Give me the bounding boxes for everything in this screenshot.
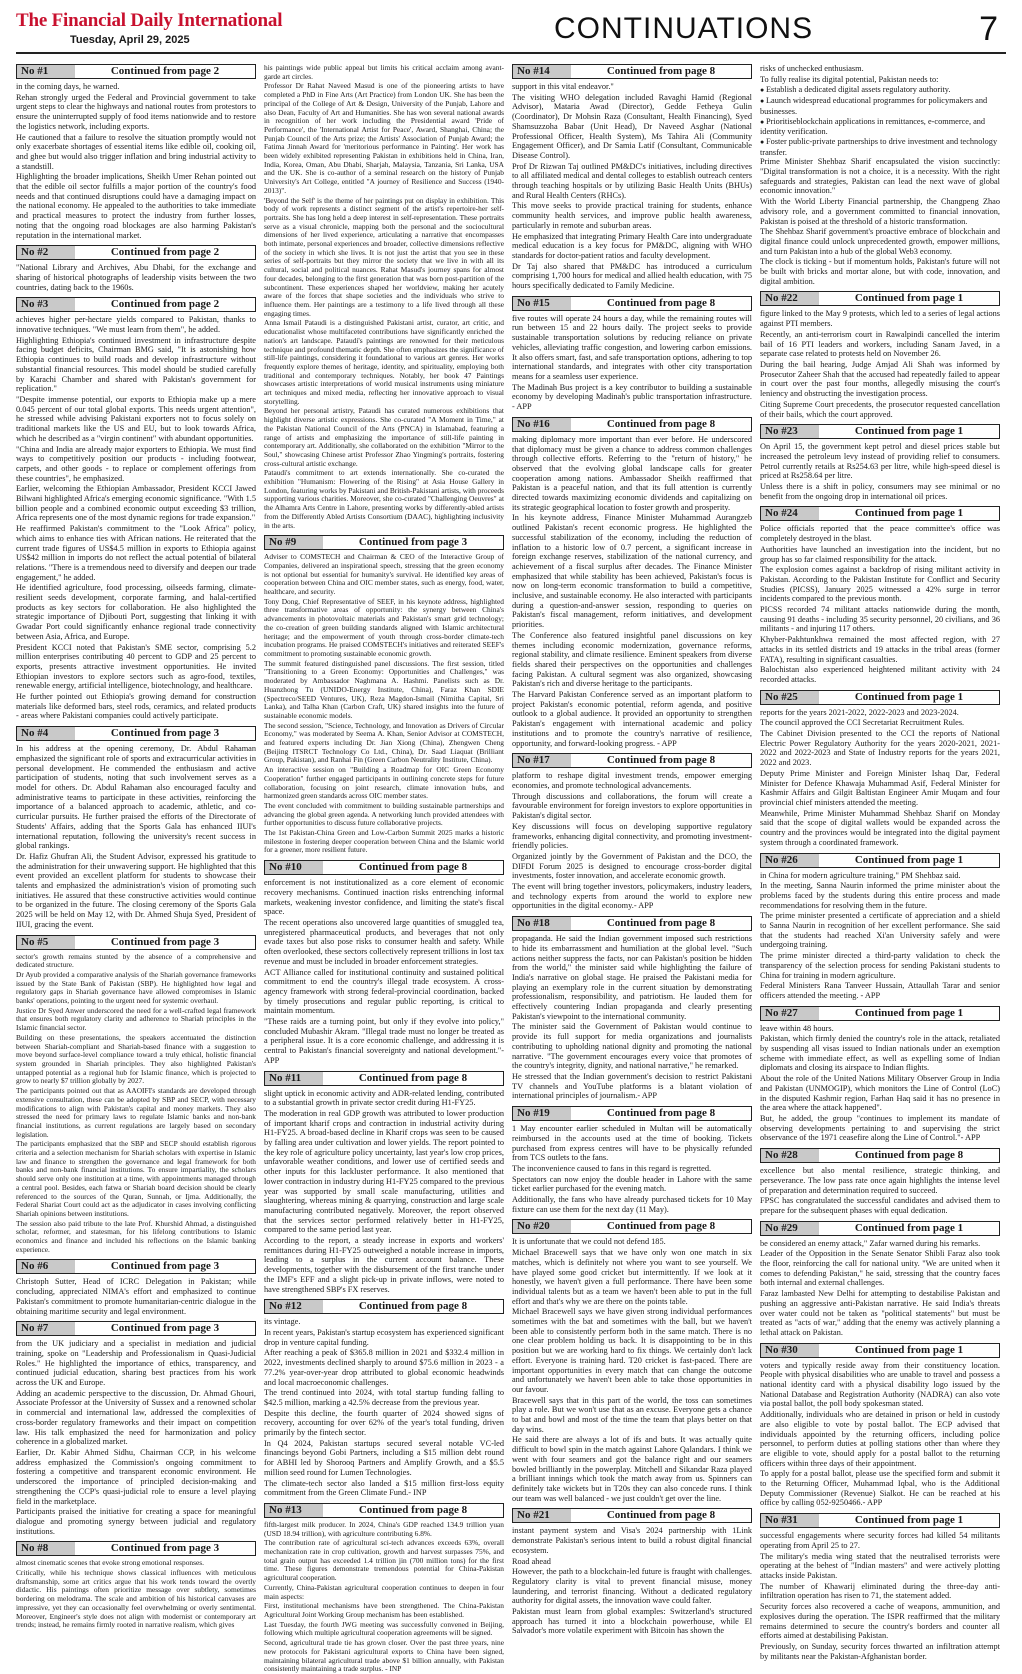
continuation-bar (760, 1513, 1000, 1528)
paragraph: 'Beyond the Self' is the theme of her paintings put on display in exhibition. This body of work represents a distinct segment of the artist's repertoire-her self-portraits. She has long held a deep interest in self-representation. These portraits serve as a visual chronicle, mapping both the personal and the sociocultural dimensions of her lived experience, articulating a narrative that encompasses both intimate, personal experiences and broader, collective dimensions reflective of the society in which she lives. It is not just the artist that you see in these series of self-portraits but they mirror the society that we live in with all its cultural, social and political nuances. Rahat Masud's journey spans for almost four decades, belonging to the first generation that was born post-partition of the subcontinent. These experiences shaped her worldview, making her acutely aware of the forces that shape societies and the individuals who strive to influence them. Her paintings are a testimony to a life lived through all these engaging times. (264, 195, 504, 318)
paragraph: The Shehbaz Sharif government's proactive embrace of blockchain and digital finance could unlock unprecedented growth, empower millions, and turn Pakistan into a hub of the global Web3 economy. (760, 227, 1000, 256)
paragraph: The event will bring together investors, policymakers, industry leaders, and technology experts from around the world to explore new opportunities in the digital economy.- APP (512, 882, 752, 911)
paragraph: To apply for a postal ballot, please use the specified form and submit it to the Returning Officer, Muhammad Iqbal, who is the Additional Deputy Commissioner (Revenue) Sialkot. He can be reached at his office by calling 052-9250466.- APP (760, 1469, 1000, 1508)
continued-from-label: Continued from page 3 (110, 935, 220, 948)
paragraph: Michael Bracewell says we have given strong individual performances sometimes with the bat and sometimes with the ball, but we haven't been able to consistently perform both in the same match. There is no one clear problem holding us back. It is disappointing to be in this position but we are working hard to fix things. We certainly don't lack effort. Everyone is training hard. T20 cricket is fast-paced. There are important opportunities in every match that can change the outcome and unfortunately we haven't been able to take those opportunities in our favour. (512, 1307, 752, 1394)
story (760, 1343, 1000, 1509)
paragraph: Adding an academic perspective to the discussion, Dr. Ahmad Ghouri, Associate Professor at the University of Sussex and a renowned scholar in commercial and international law, addressed the complexities of cross-border regulatory frameworks and their impact on competition law. His talk emphasized the need for harmonization and policy coherence in a globalized market. (16, 1388, 256, 1447)
continued-from-label: Continued from page 8 (606, 917, 716, 930)
continuation-bar (16, 935, 256, 950)
story (16, 1541, 256, 1630)
continued-from-label: Continued from page 8 (358, 1071, 468, 1084)
story (264, 860, 504, 1065)
paragraph: his paintings wide public appeal but limits his critical acclaim among avant-garde art circles. (264, 63, 504, 81)
paragraph: Previously, on Sunday, security forces thwarted an infiltration attempt by militants near the Pakistan-Afghanistan border. (760, 1641, 1000, 1661)
paragraph: excellence but also mental resilience, strategic thinking, and perseverance. The low pass rate once again highlights the intense level of preparation and determination required to succeed. (760, 1166, 1000, 1195)
paragraph: The 1st Pakistan-China Green and Low-Carbon Summit 2025 marks a historic milestone in fostering deeper cooperation between China and the Islamic world for a greener, more resilient future. (264, 828, 504, 855)
story (512, 1106, 752, 1214)
paragraph: The recent operations also uncovered large quantities of smuggled tea, unregistered pharmaceutical products, and beverages that not only evade taxes but also pose risks to consumer health and safety. While often overlooked, these sectors collectively represent trillions in lost tax revenue and must be included in broader enforcement strategies. (264, 917, 504, 966)
paragraph: The second session, "Science, Technology, and Innovation as Drivers of Circular Economy," was moderated by Seema A. Khan, Senior Advisor at COMSTECH, and featured experts including Dr. Jian Xiong (China), Zhengwen Cheng (Beijing ITSRCT Technology Co Ltd., China), Dr. Saad Liaquat (Brilliant Group, Pakistan), and Ranhai Fin (Green Carbon Neutrality Institute, China). (264, 720, 504, 765)
bullet-item: ● Foster public-private partnerships to drive investment and technology transfer. (760, 137, 1000, 157)
story-number: No #2 (17, 246, 75, 259)
story-number: No #7 (17, 1322, 75, 1335)
paragraph: Through discussions and collaborations, the forum will create a favourable environment for foreign investors to explore opportunities in Pakistan's digital sector. (512, 791, 752, 821)
paragraph: figure linked to the May 9 protests, which led to a series of legal actions against PTI members. (760, 309, 1000, 329)
columns (16, 63, 1006, 1674)
paragraph: Michael Bracewell says that we have only won one match in six matches, which is definitely not where you want to see yourself. We have played some good cricket but intermittently. If we look at it honestly, we haven't given a full performance. There have been some individual talents but as a team we haven't been able to put in the full effort and that's why we are there on the points table. (512, 1248, 752, 1306)
paragraph: Adviser to COMSTECH and Chairman & CEO of the Interactive Group of Companies, delivered an inspirational speech, stressing that the green economy is not optional but essential for humanity's survival. He identified key areas of cooperation between China and OIC member states, such as energy, food, water, healthcare, and security. (264, 552, 504, 597)
paragraph: Additionally, individuals who are detained in prison or held in custody are also eligible to vote by postal ballot. The ECP advised that individuals appointed by the returning officers, including police personnel, to perform duties at polling stations other than where they are eligible to vote, should apply for a postal ballot to the returning officers within three days of their appointment. (760, 1410, 1000, 1468)
continued-from-label: Continued from page 1 (854, 507, 964, 520)
continuation-bar (16, 1259, 256, 1274)
paragraph: Dr Ayub provided a comparative analysis of the Shariah governance frameworks issued by the State Bank of Pakistan (SBP). He highlighted how legal and regulatory gaps in Shariah governance have allowed compromises in Islamic banks' operations, pointing to the urgent need for systemic overhaul. (16, 969, 256, 1006)
newspaper-title: The Financial Daily International (16, 10, 283, 31)
story-number: No #11 (265, 1072, 323, 1085)
paragraph: Key discussions will focus on developing supportive regulatory frameworks, enhancing digital connectivity, and promoting investment-friendly policies. (512, 821, 752, 851)
paragraph: Second, agricultural trade tie has grown closer. Over the past three years, nine new protocols for Pakistani agricultural exports to China have been signed, maintaining bilateral agricultural trade above $1 billion annually, with Pakistan consistently maintaining a trade surplus. - INP (264, 1638, 504, 1674)
paragraph: Building on these presentations, the speakers accentuated the distinction between Shariah-compliant and Shariah-based finance with a suggestion to move beyond surface-level compliance toward a truly ethical, holistic financial system grounded in Shariah principles. They also highlighted Pakistan's untapped potential as a regional hub for Islamic finance, which is projected to grow to nearly $7 trillion globally by 2027. (16, 1032, 256, 1086)
continuation-bar (512, 916, 752, 931)
story-number: No #19 (513, 1107, 571, 1120)
continued-from-label: Continued from page 8 (606, 1509, 716, 1522)
continued-from-label: Continued from page 1 (854, 853, 964, 866)
paragraph: Beyond her personal artistry, Pataudi has curated numerous exhibitions that highlight diverse artistic expressions. She co-curated "A Moment in Time," at the Pakistan National Council of the Arts (PNCA) in Islamabad, featuring a range of artists and emphasizing the importance of still-life painting in contemporary art. Additionally, she collaborated on the exhibition "Mirror to the Soul," showcasing Chinese artist Professor Zhao Yingming's portraits, fostering cross-cultural artistic exchange. (264, 406, 504, 468)
paragraph: The clock is ticking - but if momentum holds, Pakistan's future will not be built with bricks and mortar alone, but with code, innovation, and digital ambition. (760, 257, 1000, 286)
paragraph: After reaching a peak of $365.8 million in 2021 and $332.4 million in 2022, investments declined sharply to around $75.6 million in 2023 - a 77.2% year-over-year drop attributed to global economic headwinds and local macroeconomic challenges. (264, 1348, 504, 1387)
paragraph: The summit featured distinguished panel discussions. The first session, titled "Transitioning to a Green Economy: Opportunities and Challenges," was moderated by Ambassador Naghmana A. Hashmi. Panelists such as Dr. Huanzhong Tu (UNIDO-Energy Institute, China), Faraz Khan SDIE (Spectreco/SEED Ventures, UK), Reza Magdon-Ismail (Nimitha Capital, Sri Lanka), and Talha Khan (Carbon Craft, UK) shared insights into the future of sustainable economic models. (264, 658, 504, 720)
paragraph: The explosion comes against a backdrop of rising militant activity in Pakistan. According to the Pakistan Institute for Conflict and Security Studies (PICSS), January 2025 witnessed a 42% surge in terror incidents compared to the previous month. (760, 565, 1000, 604)
story-number: No #30 (761, 1344, 819, 1357)
paragraph: The number of Khawarij eliminated during the three-day anti-infiltration operation has risen to 71, the statement added. (760, 1581, 1000, 1601)
paragraph: Pataudi's commitment to art extends internationally. She co-curated the exhibition "Humanism: Flowering of the Rising" at Asia House Gallery in London, featuring works by Pakistani and British-Pakistani artists, with proceeds supporting various charities. Moreover, she co-curated "Challenging Oeuvres" at the Alhamra Arts Centre in Lahore, presenting works by differently-abled artists from the Differently Abled Artists Consortium (DAAC), highlighting inclusivity in the arts. (264, 468, 504, 530)
paragraph: from the UK judiciary and a specialist in mediation and judicial training, spoke on "Leadership and Professionalism in Quasi-Judicial Roles." He highlighted the importance of ethics, transparency, and continued judicial education, sharing best practices from his work across the UK and Europe. (16, 1339, 256, 1388)
paragraph: slight uptick in economic activity and ADR-related lending, contributed to a substantial growth in private sector credit during H1-FY25. (264, 1088, 504, 1108)
continued-from-label: Continued from page 8 (358, 1300, 468, 1313)
paragraph: Anna Ismail Pataudi is a distinguished Pakistani artist, curator, art critic, and educationalist whose multifaceted contributions have significantly enriched the nation's art landscape. Pataudi's paintings are renowned for their meticulous technique and profound thematic depth. She often emphasizes the significance of still-life paintings, considering it foundational to various art genres. Her works frequently explore themes of heritage, identity, and spirituality, employing both traditional and contemporary techniques. Notably, her book 47 Paintings showcases artistic interpretations of world musical instruments using miniature art techniques and mixed media, reflecting her innovative approach to visual storytelling. (264, 318, 504, 406)
story (16, 726, 256, 929)
continuation-bar (760, 424, 1000, 439)
paragraph: be considered an enemy attack," Zafar warned during his remarks. (760, 1238, 981, 1248)
paragraph: The event concluded with commitment to building sustainable partnerships and advancing the global green agenda. A networking lunch provided attendees with further opportunities to discuss future collaborative projects. (264, 800, 504, 828)
story (760, 1148, 1000, 1216)
paragraph: First, institutional mechanisms have been strengthened. The China-Pakistan Agricultural Joint Working Group mechanism has been established. (264, 1601, 504, 1619)
continuation-bar (512, 753, 752, 768)
paragraph: The Madinah Bus project is a key contributor to building a sustainable economy by developing Madinah's public transportation infrastructure. - APP (512, 382, 752, 412)
story-number: No #23 (761, 425, 819, 438)
paragraph: Despite this decline, the fourth quarter of 2024 showed signs of recovery, accounting for over 62% of the year's total funding, driven primarily by the fintech sector. (264, 1408, 504, 1438)
paragraph: The participants pointed out that as AAOIFI's standards are developed through extensive consultation, these can be adopted by SBP and SECP, with necessary modifications to align with Pakistan's capital and money markets. They also stressed the need for primary laws to regulate Islamic banks and non-bank financial institutions, as current regulations are largely based on secondary legislation. (16, 1086, 256, 1139)
story-number: No #18 (513, 917, 571, 930)
paragraph: Road ahead (512, 1556, 551, 1566)
story (760, 853, 1000, 1001)
paragraph: instant payment system and Visa's 2024 partnership with 1Link demonstrate Pakistan's serious intent to build a robust digital financial ecosystem. (512, 1526, 752, 1555)
story-number: No #27 (761, 1007, 819, 1020)
column-3 (512, 64, 752, 1649)
story-number: No #28 (761, 1149, 819, 1162)
paragraph: The visiting WHO delegation included Ravaghi Hamid (Regional Advisor), Mataria Awad (Director), Gedde Fetheya Gulin (Coordinator), Dr Mohsin Raza (Consultant, Health Financing), Syed Shamsuzzoha Babar (Unit Head), Dr Naveed Asghar (National Professional Officer, Health System), Ms Tahira Ali (Community Engagement Officer), and Dr Samia Latif (Consultant, Communicable Disease Control). (512, 92, 752, 160)
story (760, 1006, 1000, 1143)
column-2 (264, 63, 504, 1674)
paragraph: in the coming days, he warned. (16, 82, 120, 91)
paragraph: The minister said the Government of Pakistan would continue to provide its full support for media organizations and journalists contributing to upholding national dignity and promoting the national narrative. "The government encourages every voice that promotes of the country's integrity, dignity, and national narrative," he remarked. (512, 1022, 752, 1071)
story-number: No #1 (17, 65, 75, 78)
continued-from-label: Continued from page 8 (606, 417, 716, 430)
continued-from-label: Continued from page 1 (854, 1343, 964, 1356)
continued-from-label: Continued from page 3 (110, 1260, 220, 1273)
paragraph: President KCCI noted that Pakistan's SME sector, comprising 5.2 million enterprises contributing 40 percent to GDP and 25 percent to exports, presents attractive investment opportunities. He invited Ethiopian investors to explore sectors such as agro-food, textiles, renewable energy, artificial intelligence, biotechnology, and healthcare. (16, 642, 256, 691)
paragraph: In the meeting, Sanna Naurin informed the prime minister about the problems faced by the students during this entire process and made recommendations for resolving them in the future. (760, 881, 1000, 910)
paragraph: Rehan strongly urged the Federal and Provincial government to take urgent steps to clear the highways and national routes from protestors to ensure the uninterrupted supply of food items nationwide and to restore the logistics network, including exports. (16, 92, 256, 131)
paragraph: In his keynote address, Finance Minister Muhammad Aurangzeb outlined Pakistan's recent economic progress. He highlighted the successful stabilization of the economy, including the reduction of inflation to a historic low of 0.7 percent, a significant increase in foreign exchange reserves, stabilization of the national currency, and achievement of a fiscal surplus after decades. The Finance Minister emphasized that while stability has been achieved, Pakistan's focus is now on long-term economic transformation to build a competitive, inclusive, and sustainable economy. He also interacted with participants during a question-and-answer session, responding to queries on Pakistan's fiscal management, reform initiatives, and development priorities. (512, 513, 752, 630)
continued-from-label: Continued from page 8 (358, 1503, 468, 1516)
paragraph: The trend continued into 2024, with total startup funding falling to $42.5 million, marking a 42.5% decrease from the previous year. (264, 1388, 504, 1407)
continuation-bar (16, 64, 256, 79)
paragraph: The Harvard Pakistan Conference served as an important platform to project Pakistan's economic potential, reform agenda, and positive outlook to a global audience. It provided an opportunity to strengthen Pakistan's engagement with international academic and policy institutions and to promote the country's narrative of resilience, opportunity, and forward-looking progress. - APP (512, 690, 752, 748)
continued-from-label: Continued from page 3 (110, 1322, 220, 1335)
paragraph: Participants praised the initiative for creating a space for meaningful dialogue and promoting synergy between judicial and regulatory institutions. (16, 1507, 256, 1536)
paragraph: Authorities have launched an investigation into the incident, but no group has so far claimed responsibility for the attack. (760, 544, 1000, 564)
paragraph: The climate-tech sector also landed a $15 million first-loss equity commitment from the Green Climate Fund.- INP (264, 1478, 504, 1498)
paragraph: Federal Ministers Rana Tanveer Hussain, Attaullah Tarar and senior officers attended the meeting. - APP (760, 981, 1000, 1000)
story (16, 935, 256, 1255)
paragraph: Spectators can now enjoy the double header in Lahore with the same ticket earlier purchased for the evening match. (512, 1174, 752, 1194)
continued-from-label: Continued from page 1 (854, 690, 964, 703)
paragraph: Prime Minister Shehbaz Sharif encapsulated the vision succinctly: "Digital transformation is not a choice, it is a necessity. With the right safeguards and strategies, Pakistan can lead the next wave of global economic innovation." (760, 157, 1000, 196)
story (264, 1071, 504, 1295)
paragraph: Police officials reported that the peace committee's office was completely destroyed in the blast. (760, 524, 1000, 544)
story-number: No #13 (265, 1504, 323, 1517)
paragraph: Bracewell says that in this part of the world, the toss can sometimes play a role. But we won't use that as an excuse. Everyone gets a chance to bat and bowl and most of the time the team that plays better on that day wins. (512, 1395, 752, 1434)
story (512, 64, 752, 291)
story (760, 291, 1000, 419)
masthead (16, 10, 1006, 54)
story (760, 424, 1000, 501)
story-number: No #22 (761, 292, 819, 305)
story-number: No #10 (265, 861, 323, 874)
paragraph: He cautioned that a failure to resolve the situation promptly would not only exacerbate shortages of essential items like edible oil, cooking oil, and ghee but would also trigger inflation and bring industrial activity to a standstill. (16, 132, 256, 171)
story-number: No #17 (513, 754, 571, 767)
paragraph: Dr Taj also shared that PM&DC has introduced a curriculum comprising 1,700 hours for medical and allied health education, with 75 hours specifically dedicated to Family Medicine. (512, 261, 752, 291)
story-number: No #24 (761, 507, 819, 520)
paragraph: Last Tuesday, the fourth JWG meeting was successfully convened in Beijing, following which multiple agricultural cooperation agreements will be signed. (264, 1619, 504, 1638)
page-number: 7 (979, 10, 998, 48)
continued-from-label: Continued from page 1 (854, 1221, 964, 1234)
continued-from-label: Continued from page 8 (606, 1107, 716, 1120)
continuation-bar (760, 1148, 1000, 1163)
continued-from-label: Continued from page 1 (854, 1006, 964, 1019)
paragraph: making diplomacy more important than ever before. He underscored that diplomacy must be given a chance to address common challenges through collective efforts. Referring to the "return of history," he observed that the evolving global landscape calls for greater cooperation among nations. Ambassador Sheikh reaffirmed that Pakistan is a peaceful nation, and that its full attention is currently directed towards maximizing economic dividends and capitalizing on its strategic geographical location to foster growth and prosperity. (512, 434, 752, 512)
paragraph: About the role of the United Nations Military Observer Group in India and Pakistan (UNMOGIP), which monitors the Line of Control (LoC) in the disputed Kashmir region, Farhan Haq said it has no presence in the area where the attack happened". (760, 1074, 1000, 1113)
paragraph: On April 15, the government kept petrol and diesel prices stable but increased the petroleum levy instead of providing relief to consumers. Petrol currently retails at Rs254.63 per litre, while high-speed diesel is priced at Rs258.64 per litre. (760, 442, 1000, 481)
paragraph: Citing Supreme Court precedents, the prosecutor requested cancellation of their bails, which the court approved. (760, 399, 1000, 419)
paragraph: Security forces also recovered a cache of weapons, ammunition, and explosives during the operation. The ISPR reaffirmed that the military remains determined to secure the country's borders and counter all efforts aimed at destabilising Pakistan. (760, 1602, 1000, 1641)
continuation-bar (760, 1343, 1000, 1358)
continuation-bar (512, 417, 752, 432)
continued-from-label: Continued from page 2 (110, 65, 220, 77)
story-number: No #9 (265, 536, 323, 549)
paragraph: An interactive session on "Building a Roadmap for OIC Green Economy Cooperation" further engaged participants in outlining concrete steps for future collaboration, focusing on joint research, climate innovation hubs, and harmonized green standards across OIC member states. (264, 765, 504, 801)
story (512, 753, 752, 911)
story (760, 690, 1000, 848)
story-number: No #8 (17, 1542, 75, 1555)
continuation-bar (264, 1071, 504, 1086)
paragraph: The prime minister presented a certificate of appreciation and a shield to Sanna Naurin in recognition of her excellent performance. She said that the students had reached Xi'an University safely and were undergoing training. (760, 911, 1000, 950)
story-number: No #31 (761, 1514, 819, 1527)
story-number: No #29 (761, 1222, 819, 1235)
paragraph: 1 May encounter earlier scheduled in Multan will be automatically reimbursed in the accounts used at the time of booking. Tickets purchased from express centres will have to be physically refunded from TCS outlets to the fans. (512, 1124, 752, 1163)
story (264, 64, 504, 530)
paragraph: In recent years, Pakistan's startup ecosystem has experienced significant drop in venture capital funding. (264, 1328, 504, 1347)
paragraph: The inconvenience caused to fans in this regard is regretted. (512, 1163, 712, 1173)
paragraph: According to the report, a steady increase in exports and workers' remittances during H1-FY25 outweighed a notable increase in imports, leading to a surplus in the current account balance. These developments, together with the disbursement of the first tranche under the IMF's EFF and a slight pick-up in private inflows, were noted to have strengthened SBP's FX reserves. (264, 1236, 504, 1294)
continuation-bar (512, 64, 752, 79)
paragraph: support in this vital endeavor." (512, 82, 614, 91)
paragraph: The prime minister directed a third-party validation to check the transparency of the selection process for sending Pakistani students to China for training in modern agriculture. (760, 951, 1000, 980)
bullet-item: ● Launch widespread educational programmes for policymakers and businesses. (760, 96, 1000, 116)
paragraph: Professor Dr Rahat Naveed Masud is one of the pioneering artists to have completed a PhD in Fine Arts (Art Practice) from London UK. She has been the principal of the College of Art & Design, University of the Punjab, Lahore and also Dean, Faculty of Art and Humanities. She has won several national awards in recognition of her work including the Presidential award 'Pride of Performance', the 'International Artist for Peace', Award, Shanghai, China; the Punjab Council of the Arts prize; the Artists' Association of Punjab Award; the Fatima Jinnah Award for 'meritorious performance in Painting'. Her work has been widely exhibited representing Pakistan in exhibitions held in China, Iran, India, Korea, Oman, Abu Dhabi, Sharjah, Malaysia, Tanzania, Sri Lanka, USA and the UK. She is co-author of a seminal research on the history of Punjab University's Art College, entitled "A journey of Resilience and Success (1940-2013)". (264, 81, 504, 195)
paragraph: propaganda. He said the Indian government imposed such restrictions to hide its embarrassment and humiliation at the global level. "Such actions neither suppress the facts, nor can Pakistan's position be hidden from the world," the minister said while highlighting the failure of India's narrative on global stage. He praised the Pakistani media for playing an exemplary role in the current situation by demonstrating professionalism, responsibility, and patriotism. He lauded them for effectively countering Indian propaganda and clearly presenting Pakistan's viewpoint to the international community. (512, 934, 752, 1021)
continuation-bar (16, 1541, 256, 1556)
paragraph: The Conference also featured insightful panel discussions on key themes including economic modernization, governance reforms, regional stability, and climate resilience. Eminent speakers from diverse fields shared their perspectives on the opportunities and challenges facing Pakistan. A cultural segment was also organized, showcasing Pakistan's rich and diverse heritage to the participants. (512, 630, 752, 689)
paragraph: This move seeks to provide practical training for students, enhance community health services, and improve public health awareness, particularly in remote and suburban areas. (512, 201, 752, 230)
continued-from-label: Continued from page 1 (854, 1514, 964, 1527)
story (512, 1508, 752, 1636)
paragraph: Deputy Prime Minister and Foreign Minister Ishaq Dar, Federal Minister for Defence Khawaja Muhammad Asif, Federal Minister for Kashmir Affairs and Gilgit Baltistan Engineer Amir Muqam and four provincial chief ministers attended the meeting. (760, 768, 1000, 807)
paragraph: The contribution rate of agricultural sci-tech advances exceeds 63%, overall mechanization rate in crop cultivation, growth and harvest surpasses 75%, and total grain output has exceeded 1.4 trillion jin (700 million tons) for the first time. These figures demonstrate tremendous potential for China-Pakistan agricultural cooperation. (264, 1538, 504, 1583)
paragraph: Christoph Sutter, Head of ICRC Delegation in Pakistan; while concluding, appreciated NIMA's effort and emphasized to continue Pakistan's commitment to promote humanitarian-centric dialogue in the obtaining maritime security and legal environment. (16, 1277, 256, 1316)
paragraph: risks of unchecked enthusiasm. (760, 64, 864, 73)
story (16, 1259, 256, 1316)
paragraph: With the World Liberty Financial partnership, the Changpeng Zhao advisory role, and a government committed to financial innovation, Pakistan is poised at the threshold of a historic transformation. (760, 197, 1000, 226)
paragraph: The participants emphasized that the SBP and SECP should establish rigorous criteria and a selection mechanism for Shariah scholars with expertise in Islamic law and finance to strengthen the governance and legal framework for both banks and non-bank financial institutions. To ensure impartiality, the scholars should serve only one institution at a time, with appointments managed through a central pool. Besides, each fatwa or Shariah board decision should be clearly referenced to the sources of the Quran, Sunnah, or Ijma. Additionally, the Federal Shariat Court could act as the adjudicator in cases involving conflicting Shariah opinions between institutions. (16, 1139, 256, 1218)
paragraph: sector's growth remains stunted by the absence of a comprehensive and dedicated structure. (16, 951, 256, 970)
paragraph: Balochistan also experienced heightened militant activity with 24 recorded attacks. (760, 665, 1000, 684)
continued-from-label: Continued from page 2 (110, 246, 220, 259)
paragraph: He said there are always a lot of ifs and buts. It was actually quite difficult to bowl spin in the match against Lahore Qalandars. I think we went with four seamers and got the balance right and our seamers bowled brilliantly in the powerplay. Mitchell and Sikandar Raza played a brilliant innings which took the match away from us. Spinners can definitely take wickets but in T20s they can also concede runs. I think our team was well balanced - we just couldn't get over the line. (512, 1435, 752, 1503)
story (264, 1503, 504, 1674)
story-number: No #12 (265, 1300, 323, 1313)
paragraph: Prof Dr Rizwan Taj outlined PM&DC's initiatives, including directives to all affiliated medical and dental colleges to establish outreach centers through teaching hospitals or by utilizing Basic Health Units (BHUs) and Rural Health Centers (RHCs). (512, 161, 752, 200)
continued-from-label: Continued from page 1 (854, 425, 964, 438)
paragraph: In Q4 2024, Pakistan startups secured several notable VC-led financings beyond Gobi Partners, including a $15 million debt round for ABHI led by Shorooq Partners and Amplify Growth, and a $5.5 million seed round for Lumen Technologies. (264, 1438, 504, 1477)
paragraph: Justice Dr Syed Anwer underscored the need for a well-crafted legal framework that ensures both regulatory clarity and adherence to Shariah principles in the Islamic financial sector. (16, 1005, 256, 1033)
story-number: No #25 (761, 691, 819, 704)
issue-date: Tuesday, April 29, 2025 (70, 34, 190, 46)
paragraph: In his address at the opening ceremony, Dr. Abdul Rahaman emphasized the significant role of sports and extracurricular activities in personal development. He commended the enthusiasm and active participation of students, noting that such involvement serves as a model for others. Dr. Abdul Rahaman also encouraged faculty and administrative teams to participate in these activities, reinforcing the importance of a balanced approach to academic, athletic, and co-curricular pursuits. He further praised the efforts of the Directorate of Students' Affairs, adding that the Sports Gala has enhanced IIUI's international reputation, following the university's recent success in global rankings. (16, 744, 256, 851)
paragraph: leave within 48 hours. (760, 1023, 834, 1033)
continued-from-label: Continued from page 8 (606, 754, 716, 767)
paragraph: He further pointed out Ethiopia's growing demand for construction materials like deformed bars, steel rods, ceramics, and related products - areas where Pakistani companies could actively participate. (16, 692, 256, 721)
continuation-bar (760, 1221, 1000, 1236)
paragraph: successful engagements where security forces had killed 54 militants operating from April 25 to 27. (760, 1531, 1000, 1550)
continuation-bar (760, 1006, 1000, 1021)
paragraph: Earlier, Dr. Kabir Ahmed Sidhu, Chairman CCP, in his welcome address emphasized the Commission's ongoing commitment to fostering a competitive and transparent economic environment. He underscored the importance of principled decision-making and strengthening the CCP's quasi-judicial role to ensure a level playing field in the marketplace. (16, 1448, 256, 1506)
paragraph: However, the path to a blockchain-led future is fraught with challenges. Regulatory clarity is vital to prevent financial misuse, money laundering, and terrorist financing. Without a dedicated regulatory authority for digital assets, the innovation wave could falter. (512, 1567, 752, 1606)
paragraph: The military's media wing stated that the neutralised terrorists were operating at the behest of "Indian masters" and were actively plotting attacks inside Pakistan. (760, 1551, 1000, 1580)
story (16, 245, 256, 292)
continuation-bar (16, 726, 256, 741)
story (16, 297, 256, 721)
paragraph: The moderation in real GDP growth was attributed to lower production of important kharif crops and contraction in industrial activity during H1-FY25. A broad-based decline in Kharif crops was seen to be caused by falling area under cultivation and lower yields. The report pointed to the key role of agriculture policy uncertainty, last year's low crop prices, unfavorable weather conditions, and lower use of certified seeds and other inputs for this lackluster performance. It also mentioned that lower contraction in industry during H1-FY25 compared to the previous year was supported by small scale manufacturing, utilities and slaughtering, whereas mining & quarrying, construction and large scale manufacturing contributed negatively. Moreover, the report observed that the services sector performed relatively better in H1-FY25, compared to the same period last year. (264, 1108, 504, 1235)
story (760, 1221, 1000, 1338)
continued-from-label: Continued from page 3 (110, 727, 220, 740)
continued-from-label: Continued from page 8 (358, 861, 468, 874)
continuation-bar (760, 291, 1000, 306)
paragraph: achieves higher per-hectare yields compared to Pakistan, thanks to innovative techniques. "We must learn from them", he added. (16, 315, 256, 335)
paragraph: He stressed that the Indian government's decision to restrict Pakistani TV channels and YouTube platforms is a blatant violation of international principles of journalism.- APP (512, 1071, 752, 1101)
paragraph: He reaffirmed Pakistan's commitment to the "Look Africa" policy, which aims to enhance ties with African nations. He reiterated that the current trade figures of US$4.5 million in exports to Ethiopia against US$42 million in imports do not reflect the actual potential of bilateral relations. "There is a tremendous need to diversify and deepen our trade engagement," he added. (16, 524, 256, 582)
paragraph: Highlighting Ethiopia's continued investment in infrastructure despite facing budget deficits, Chairman BMG said, "It is astonishing how Ethiopia continues to build roads and develop infrastructure without substantial financial resources. This model should be studied carefully by Karachi Chamber and shared with Pakistan's government for replication." (16, 335, 256, 394)
paragraph: The council approved the CCI Secretariat Recruitment Rules. (760, 718, 965, 728)
story-number: No #5 (17, 936, 75, 949)
bullet-item: ● Establish a dedicated digital assets regulatory authority. (760, 85, 1000, 96)
paragraph: Organized jointly by the Government of Pakistan and the DCO, the DIFDI Forum 2025 is designed to encourage cross-border digital investments, foster innovation, and accelerate economic growth. (512, 851, 752, 881)
story (16, 64, 256, 240)
paragraph: "Despite immense potential, our exports to Ethiopia make up a mere 0.045 percent of our total global exports. This needs urgent attention", he stressed while advising Pakistani exporters not to focus solely on traditional markets like the US and EU, but to look towards Africa, which he described as a "virgin continent" with abundant opportunities. (16, 394, 256, 443)
continued-from-label: Continued from page 1 (854, 292, 964, 305)
paragraph: To fully realise its digital potential, Pakistan needs to: (760, 74, 939, 84)
continuation-bar (16, 1321, 256, 1336)
continuation-bar (16, 297, 256, 312)
paragraph: enforcement is not institutionalized as a core element of economic recovery mechanisms. Continued inaction risks entrenching informal markets, weakening investor confidence, and limiting the state's fiscal space. (264, 878, 504, 917)
paragraph: Pakistan must learn from global examples: Switzerland's structured approach has turned it into a blockchain powerhouse, while El Salvador's more volatile experiment with Bitcoin has shown the (512, 1607, 752, 1636)
story-number: No #14 (513, 65, 571, 78)
paragraph: Khyber-Pakhtunkhwa remained the most affected region, with 27 attacks in its settled districts and 19 attacks in the tribal areas (former FATA), resulting in significant casualties. (760, 635, 1000, 664)
continuation-bar (512, 1508, 752, 1523)
story (264, 1299, 504, 1498)
story-number: No #21 (513, 1509, 571, 1522)
paragraph: Tony Dong, Chief Representative of SEEF, in his keynote address, highlighted three transformative areas of opportunity: the synergy between China's advancements in photovoltaic materials and Pakistan's smart grid technology; the co-creation of green building standards aligned with Islamic architectural heritage; and the empowerment of youth through cross-border climate-tech incubation programs. He praised COMSTECH's initiatives and reiterated SEEF's commitment to promoting sustainable economic growth. (264, 596, 504, 658)
story-number: No #15 (513, 297, 571, 310)
paragraph: "These raids are a turning point, but only if they evolve into policy," concluded Mubashir Akram. "Illegal trade must no longer be treated as a peripheral issue. It is a core economic challenge, and addressing it is central to Pakistan's financial sovereignty and national development."- APP (264, 1017, 504, 1065)
paragraph: "China and India are already major exporters to Ethiopia. We must find ways to competitively position our products - including footwear, carpets, and other goods - to replace or complement offerings from these countries", he emphasized. (16, 444, 256, 483)
section-title: CONTINUATIONS (554, 12, 814, 45)
paragraph: But, he added, the group "continues to implement its mandate of observing developments pertaining to and supervising the strict observance of the 1971 ceasefire along the Line of Control."- APP (760, 1113, 1000, 1143)
story-number: No #16 (513, 418, 571, 431)
story-number: No #6 (17, 1260, 75, 1273)
continued-from-label: Continued from page 8 (606, 1220, 716, 1233)
continued-from-label: Continued from page 3 (358, 536, 468, 549)
continuation-bar (760, 506, 1000, 521)
continuation-bar (512, 296, 752, 311)
story (512, 296, 752, 412)
continuation-bar (264, 535, 504, 550)
paragraph: The Cabinet Division presented to the CCI the reports of National Electric Power Regulatory Authority for the years 2020-2021, 2021-2022 and 2022-2023 and State of Industry reports for the years 2021, 2022 and 2023. (760, 729, 1000, 768)
story-number: No #3 (17, 298, 75, 311)
bullet-item: ● Prioritiseblockchain applications in remittances, e-commerce, and identity verification. (760, 117, 1000, 137)
paragraph: The session also paid tribute to the late Prof. Khurshid Ahmad, a distinguished scholar, reformer, and statesman, for his lifelong contributions to Islamic economics and finance and included his reflections on the Islamic banking experience. (16, 1218, 256, 1254)
story-number: No #26 (761, 854, 819, 867)
paragraph: Pakistan, which firmly denied the country's role in the attack, retaliated by suspending all visas issued to Indian nationals under an exemption scheme with immediate effect, as well as expelling some of Indian diplomats and closing its airspace to Indian flights. (760, 1034, 1000, 1073)
paragraph: During the bail hearing, Judge Amjad Ali Shah was informed by Prosecutor Zaheer Shah that the accused had repeatedly failed to appear in court over the past four months, allegedly misusing the court's leniency and obstructing the investigation process. (760, 359, 1000, 399)
story-number: No #4 (17, 727, 75, 740)
paragraph: PICSS recorded 74 militant attacks nationwide during the month, causing 91 deaths - including 35 security personnel, 20 civilians, and 36 militants - and injuring 117 others. (760, 605, 1000, 634)
paragraph: its vintage. (264, 1317, 301, 1327)
continuation-bar (760, 690, 1000, 705)
paragraph: Additionally, the fans who have already purchased tickets for 10 May fixture can use them for the next day (11 May). (512, 1195, 752, 1214)
paragraph: Earlier, welcoming the Ethiopian Ambassador, President KCCI Jawed Bilwani highlighted Africa's emerging economic significance. "With 1.5 billion people and a combined economic output exceeding $3 trillion, Africa represents one of the most dynamic regions for trade expansion." (16, 484, 256, 523)
story (16, 1321, 256, 1536)
paragraph: Currently, China-Pakistan agricultural cooperation continues to deepen in four main aspects: (264, 1582, 504, 1601)
paragraph: almost cinematic scenes that evoke strong emotional responses. (16, 1558, 204, 1568)
story (512, 916, 752, 1101)
paragraph: Leader of the Opposition in the Senate Senator Shibli Faraz also took the floor, reinforcing the call for national unity. "We are united when it comes to defending Pakistan," he said, stressing that the country faces both internal and external challenges. (760, 1249, 1000, 1288)
story (760, 506, 1000, 684)
column-4 (760, 64, 1000, 1661)
paragraph: FPSC has congratulated the successful candidates and advised them to prepare for the subsequent phases with equal dedication. (760, 1196, 1000, 1215)
continuation-bar (512, 1106, 752, 1121)
continued-from-label: Continued from page 3 (110, 1542, 220, 1555)
paragraph: He identified agriculture, food processing, oilseeds farming, climate-resilient seeds development, corporate farming, and halal-certified products as key sectors for collaboration. He also highlighted the strategic importance of Djibouti Port, suggesting that linking it with Gwadar Port could significantly enhance regional trade connectivity between Asia, Africa, and Europe. (16, 583, 256, 641)
column-1 (16, 64, 256, 1649)
continued-from-label: Continued from page 8 (606, 296, 716, 309)
paragraph: reports for the years 2021-2022, 2022-2023 and 2023-2024. (760, 707, 959, 717)
continued-from-label: Continued from page 8 (606, 65, 716, 77)
paragraph: It is unfortunate that we could not defend 185. (512, 1237, 666, 1247)
paragraph: Dr. Hafiz Ghufran Ali, the Student Advisor, expressed his gratitude to the administration for their unwavering support. He highlighted that this event provided an excellent platform for students to showcase their talents and emphasized the administration's vision of promoting such initiatives. He assured that these constructive activities would continue to be organized in the future. The closing ceremony of the Sports Gala 2025 will be held on May 12, with Dr. Ahmed Shuja Syed, President of IIUI, gracing the event. (16, 851, 256, 929)
bullet-list (760, 85, 1000, 157)
story (760, 64, 1000, 286)
paragraph: ACT Alliance called for institutional continuity and sustained political commitment to end the country's illegal trade ecosystem. A cross-agency framework with strong federal-provincial coordination, backed by timely prosecutions and regular public reporting, is critical to maintain momentum. (264, 967, 504, 1016)
continuation-bar (264, 1503, 504, 1518)
paragraph: voters and typically reside away from their constituency location. People with physical disabilities who are unable to travel and possess a national identity card with a physical disability logo issued by the National Database and Registration Authority (NADRA) can also vote via postal ballot, the poll body spokesman stated. (760, 1360, 1000, 1409)
story (512, 417, 752, 749)
story (760, 1513, 1000, 1661)
continuation-bar (264, 1299, 504, 1314)
continuation-bar (512, 1219, 752, 1234)
paragraph: Faraz lambasted New Delhi for attempting to destabilise Pakistan and pushing an aggressive anti-Pakistan narrative. He said India's threats over water could not be taken as "political statements" but must be treated as "acts of war," adding that the enemy was actively planning a lethal attack on Pakistan. (760, 1289, 1000, 1337)
story (264, 535, 504, 855)
paragraph: Recently, an anti-terrorism court in Rawalpindi cancelled the interim bail of 16 PTI leaders and workers, including Sanam Javed, in a separate case related to protests held on November 26. (760, 329, 1000, 359)
paragraph: five routes will operate 24 hours a day, while the remaining routes will run between 15 and 22 hours daily. The project seeks to provide sustainable transportation solutions by reducing reliance on private vehicles, alleviating traffic congestion, and lowering carbon emissions. It also offers smart, fast, and safe transportation options, adhering to top international standards, and integrates with other city transportation means for a seamless user experience. (512, 313, 752, 381)
paragraph: Critically, while his technique shows classical influences with meticulous draftsmanship, some art critics argue that his work tends toward the overtly didactic. His paintings often prioritize message over subtlety, sometimes bordering on melodrama. The scale and ambition of his historical canvases are impressive, yet they can occasionally feel overwhelming or overly sentimental. Moreover, Engineer's style does not align with modernist or contemporary art trends; instead, he remains firmly rooted in narrative realism, which gives (16, 1568, 256, 1630)
paragraph: Unless there is a shift in policy, consumers may see minimal or no benefit from the ongoing drop in international oil prices. (760, 482, 1000, 501)
paragraph: platform to reshape digital investment trends, empower emerging economies, and promote technological advancements. (512, 771, 752, 790)
continued-from-label: Continued from page 8 (854, 1149, 964, 1162)
continued-from-label: Continued from page 2 (110, 298, 220, 311)
paragraph: Highlighting the broader implications, Sheikh Umer Rehan pointed out that the edible oil sector fulfills a major portion of the country's food needs and that continued disruptions could have a damaging impact on the national economy. He appealed to the authorities to take immediate and practical measures to protect the industry from further losses, noting that the ongoing road blockages are also harming Pakistan's reputation in the international market. (16, 172, 256, 240)
paragraph: in China for modern agriculture training," PM Shehbaz said. (760, 870, 961, 880)
story-number: No #20 (513, 1220, 571, 1233)
paragraph: Meanwhile, Prime Minister Muhammad Shehbaz Sharif on Monday said that the scope of digital wallets would be expanded across the country and the provinces would be integrated into the digital payment system through a coordinated framework. (760, 808, 1000, 847)
story (512, 1219, 752, 1503)
paragraph: fifth-largest milk producer. In 2024, China's GDP reached 134.9 trillion yuan (USD 18.94 trillion), with agriculture contributing 6.8%. (264, 1519, 504, 1538)
continuation-bar (760, 853, 1000, 868)
paragraph: "National Library and Archives, Abu Dhabi, for the exchange and sharing of historical photographs of leadership visits between the two countries, dating back to the 1960s. (16, 263, 256, 292)
paragraph: He emphasized that integrating Primary Health Care into undergraduate medical education is a key focus for PM&DC, aligning with WHO standards for doctor-patient ratios and faculty development. (512, 231, 752, 260)
continuation-bar (264, 860, 504, 875)
continuation-bar (16, 245, 256, 260)
